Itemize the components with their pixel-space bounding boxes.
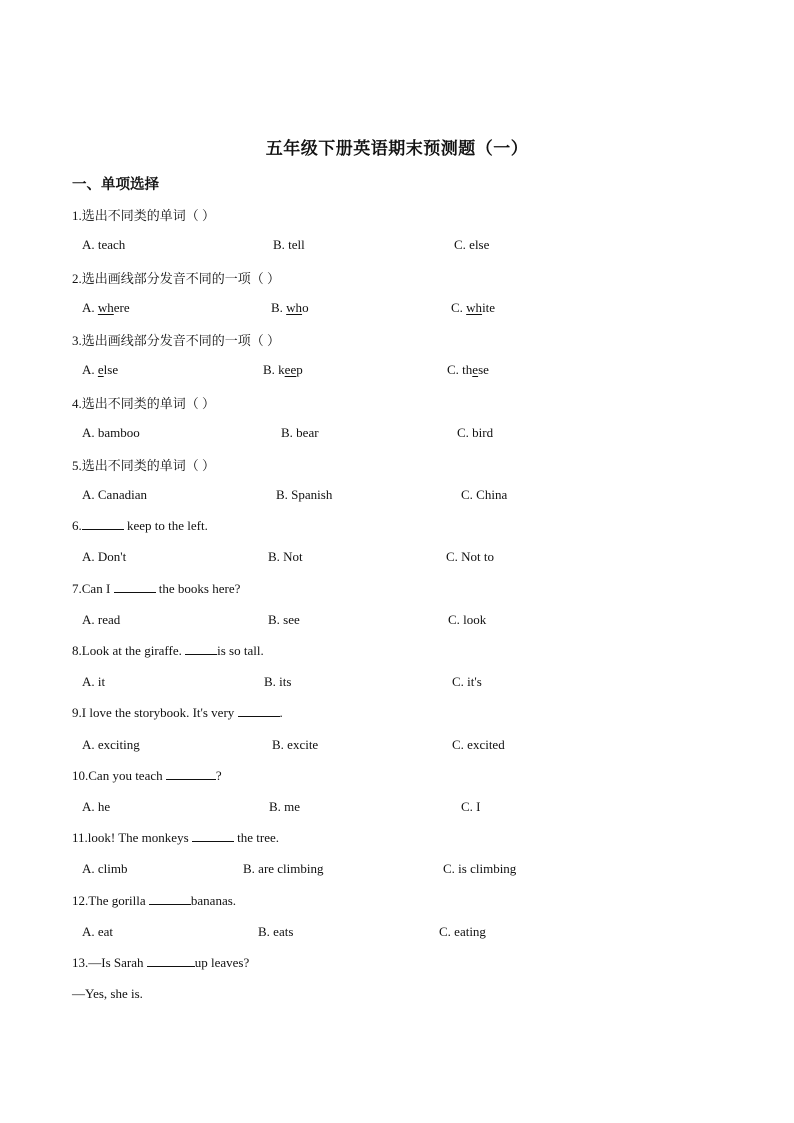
- question-10-option-b[interactable]: B. me: [269, 799, 301, 814]
- underlined-part: e: [472, 362, 479, 377]
- answer-blank[interactable]: [238, 705, 280, 717]
- answer-blank[interactable]: [185, 643, 217, 655]
- answer-blank[interactable]: [149, 893, 191, 905]
- question-3-option-b[interactable]: B. keep: [263, 362, 303, 377]
- question-6-option-a[interactable]: A. Don't: [82, 549, 127, 564]
- question-13-stem: 13.—Is Sarah up leaves?: [72, 955, 250, 970]
- question-9-stem: 9.I love the storybook. It's very .: [72, 705, 283, 720]
- question-8-option-a[interactable]: A. it: [82, 674, 106, 689]
- question-4-option-b[interactable]: B. bear: [281, 425, 319, 440]
- underlined-part: wh: [286, 300, 303, 315]
- question-3-stem: 3.选出画线部分发音不同的一项（ ）: [72, 333, 281, 348]
- question-11-option-c[interactable]: C. is climbing: [443, 861, 517, 876]
- question-11-option-b[interactable]: B. are climbing: [243, 861, 324, 876]
- question-5-stem: 5.选出不同类的单词（ ）: [72, 458, 216, 473]
- question-7-option-a[interactable]: A. read: [82, 612, 121, 627]
- question-12-option-b[interactable]: B. eats: [258, 924, 294, 939]
- question-2-option-b[interactable]: B. who: [271, 300, 309, 315]
- question-9-option-b[interactable]: B. excite: [272, 737, 319, 752]
- answer-blank[interactable]: [192, 830, 234, 842]
- question-6-stem: 6. keep to the left.: [72, 518, 208, 533]
- question-12-stem: 12.The gorilla bananas.: [72, 893, 237, 908]
- question-2-option-a[interactable]: A. where: [82, 300, 130, 315]
- answer-blank[interactable]: [114, 581, 156, 593]
- question-1-option-b[interactable]: B. tell: [273, 237, 305, 252]
- page-title: 五年级下册英语期末预测题（一）: [265, 139, 529, 158]
- question-4-option-c[interactable]: C. bird: [457, 425, 494, 440]
- question-9-option-a[interactable]: A. exciting: [82, 737, 140, 752]
- underlined-part: wh: [97, 300, 114, 315]
- question-11-option-a[interactable]: A. climb: [82, 861, 128, 876]
- question-6-option-c[interactable]: C. Not to: [446, 549, 495, 564]
- question-8-stem: 8.Look at the giraffe. is so tall.: [72, 643, 264, 658]
- question-3-option-c[interactable]: C. these: [447, 362, 489, 377]
- question-10-stem: 10.Can you teach ?: [72, 768, 222, 783]
- question-9-option-c[interactable]: C. excited: [452, 737, 505, 752]
- question-3-option-a[interactable]: A. else: [82, 362, 119, 377]
- question-6-option-b[interactable]: B. Not: [268, 549, 303, 564]
- answer-blank[interactable]: [166, 768, 216, 780]
- question-7-option-b[interactable]: B. see: [268, 612, 300, 627]
- question-8-option-b[interactable]: B. its: [264, 674, 292, 689]
- question-12-option-a[interactable]: A. eat: [82, 924, 114, 939]
- underlined-part: e: [97, 362, 104, 377]
- question-11-stem: 11.look! The monkeys the tree.: [72, 830, 280, 845]
- answer-blank[interactable]: [147, 955, 195, 967]
- question-8-option-c[interactable]: C. it's: [452, 674, 482, 689]
- question-2-stem: 2.选出画线部分发音不同的一项（ ）: [72, 271, 281, 286]
- question-5-option-a[interactable]: A. Canadian: [82, 487, 147, 502]
- question-5-option-b[interactable]: B. Spanish: [276, 487, 333, 502]
- question-4-option-a[interactable]: A. bamboo: [82, 425, 140, 440]
- underlined-part: ee: [284, 362, 297, 377]
- question-1-option-a[interactable]: A. teach: [82, 237, 126, 252]
- question-12-option-c[interactable]: C. eating: [439, 924, 486, 939]
- question-1-stem: 1.选出不同类的单词（ ）: [72, 208, 216, 223]
- answer-blank[interactable]: [82, 518, 124, 530]
- question-4-stem: 4.选出不同类的单词（ ）: [72, 396, 216, 411]
- question-1-option-c[interactable]: C. else: [454, 237, 490, 252]
- question-10-option-c[interactable]: C. I: [461, 799, 481, 814]
- question-10-option-a[interactable]: A. he: [82, 799, 111, 814]
- question-2-option-c[interactable]: C. white: [451, 300, 496, 315]
- underlined-part: wh: [466, 300, 483, 315]
- question-13-reply: —Yes, she is.: [72, 986, 143, 1001]
- question-7-stem: 7.Can I the books here?: [72, 581, 241, 596]
- question-7-option-c[interactable]: C. look: [448, 612, 487, 627]
- section-heading: 一、单项选择: [72, 177, 159, 193]
- question-5-option-c[interactable]: C. China: [461, 487, 508, 502]
